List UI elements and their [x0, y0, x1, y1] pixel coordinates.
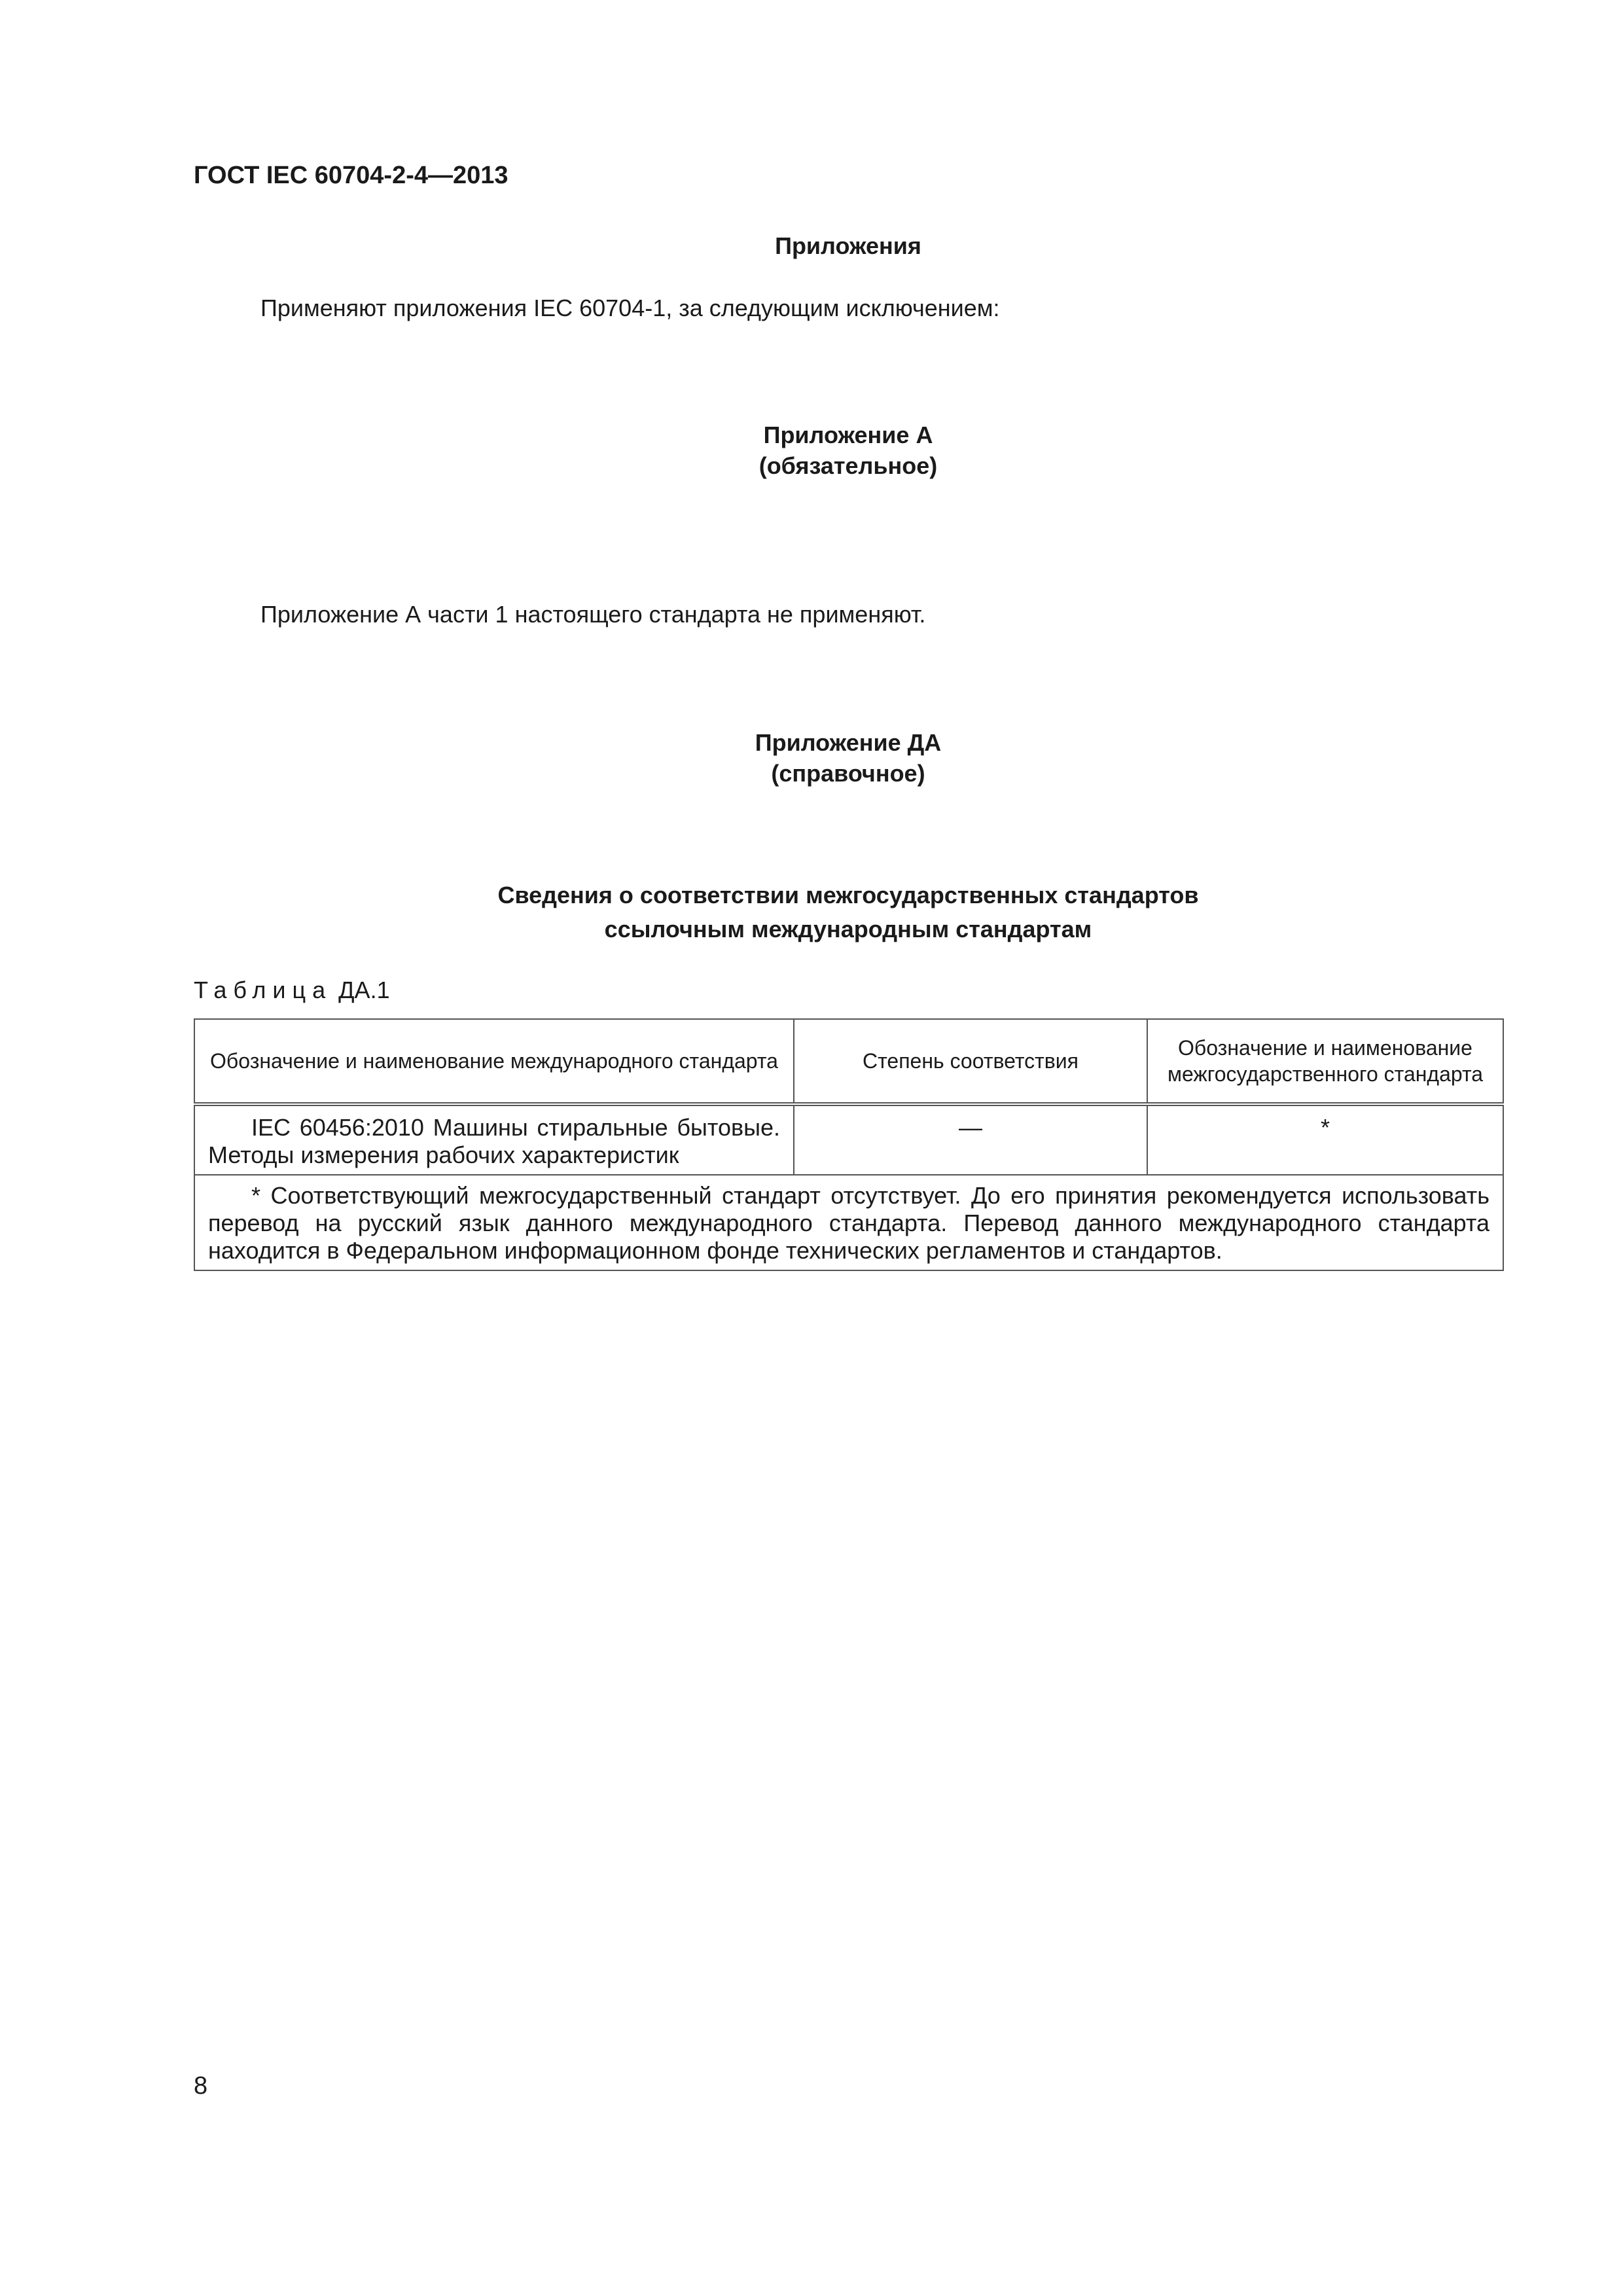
cell-degree: —: [794, 1104, 1147, 1175]
annex-da-status: (справочное): [771, 760, 925, 787]
document-code: ГОСТ IEC 60704-2-4—2013: [194, 162, 508, 189]
header-international-standard: Обозначение и наименование международного стандарта: [194, 1019, 794, 1104]
annexes-intro: Применяют приложения IEC 60704-1, за следующим исключением:: [260, 295, 1000, 321]
page-number: 8: [194, 2072, 208, 2100]
annex-da-heading-line2: ссылочным международным стандартам: [604, 916, 1092, 942]
annex-da-heading-line1: Сведения о соответствии межгосударственных стандартов: [497, 882, 1199, 908]
annex-a-title: Приложение А: [763, 422, 933, 448]
table-caption: [194, 977, 390, 1004]
table-caption-word: Таблица: [194, 977, 332, 1003]
annex-a-heading: [194, 420, 1503, 481]
annex-da-heading: [194, 727, 1503, 789]
table-footnote-row: [194, 1175, 1503, 1270]
table-caption-number: ДА.1: [338, 977, 390, 1003]
annex-a-text: Приложение А части 1 настоящего стандарта не применяют.: [260, 601, 926, 628]
correspondence-table: [194, 1018, 1504, 1271]
cell-interstate-standard: *: [1147, 1104, 1503, 1175]
annex-a-status: (обязательное): [758, 452, 938, 479]
header-degree-of-correspondence: Степень соответствия: [794, 1019, 1147, 1104]
annex-da-title: Приложение ДА: [755, 729, 942, 756]
table-row: [194, 1104, 1503, 1175]
table-header-row: [194, 1019, 1503, 1104]
table-footnote: * Соответствующий межгосударственный стандарт отсутствует. До его принятия рекомендуется использовать перевод на русский язык данного международного стандарта. Перевод данного международного стандарта находится в Федеральном информационном фонде технических регламентов и стандартов.: [194, 1175, 1503, 1270]
annex-da-subject: [194, 878, 1503, 946]
annexes-title: Приложения: [775, 232, 921, 259]
header-interstate-standard: Обозначение и наименование межгосударственного стандарта: [1147, 1019, 1503, 1104]
cell-international-standard: IEC 60456:2010 Машины стиральные бытовые. Методы измерения рабочих характеристик: [194, 1104, 794, 1175]
